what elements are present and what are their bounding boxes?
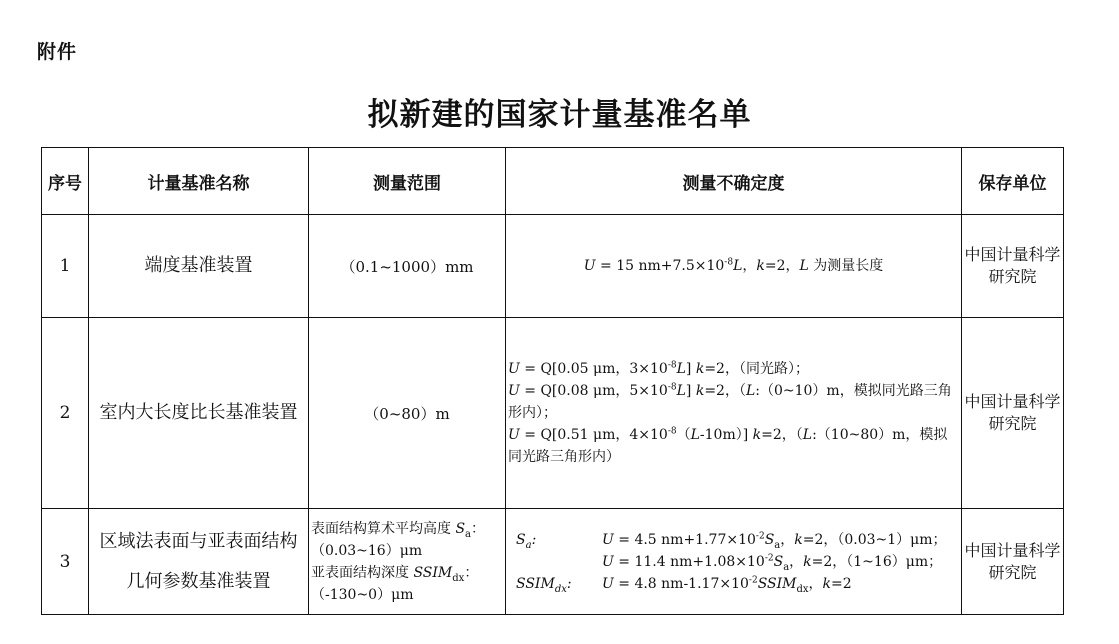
measurement-range	[309, 509, 506, 615]
header-uncertainty: 测量不确定度	[506, 148, 962, 215]
table-row	[42, 215, 1064, 318]
header-index: 序号	[42, 148, 89, 215]
range-line: （-130~0）μm	[311, 586, 414, 603]
standards-table	[41, 147, 1064, 615]
measurement-uncertainty	[506, 318, 962, 509]
table-row	[42, 318, 1064, 509]
custodian-unit: 中国计量科学研究院	[962, 318, 1064, 509]
uncertainty-line: U = 11.4 $nm+1.08\times 10^{-2}S_a$，k=2，（1~16）μm；	[602, 552, 943, 573]
annex-label: 附件	[37, 41, 78, 63]
standard-name: 端度基准装置	[89, 215, 309, 318]
range-line: （0.03~16）μm	[311, 542, 423, 559]
custodian-unit: 中国计量科学研究院	[962, 509, 1064, 615]
uncertainty-line: $SSIM_{dx}$: U = 4.8 $nm-1.17\times 10^{-2}SSIM_{dx}$，k=2	[516, 574, 852, 595]
table-row	[42, 509, 1064, 615]
header-unit: 保存单位	[962, 148, 1064, 215]
range-line: 亚表面结构深度 $SSIM_{dx}$：	[311, 564, 479, 584]
measurement-uncertainty: U = 15 $nm+7.5\times 10^{-8}L$，k=2，L 为测量长度	[506, 215, 962, 318]
measurement-range: （0~80）m	[309, 318, 506, 509]
row-index: 2	[42, 318, 89, 509]
header-range: 测量范围	[309, 148, 506, 215]
row-index: 1	[42, 215, 89, 318]
document-title: 拟新建的国家计量基准名单	[367, 97, 752, 133]
header-name: 计量基准名称	[89, 148, 309, 215]
range-line: 表面结构算术平均高度 $S_a$：	[311, 520, 486, 540]
standard-name: 区域法表面与亚表面结构几何参数基准装置	[89, 509, 309, 615]
custodian-unit: 中国计量科学研究院	[962, 215, 1064, 318]
uncertainty-line: U = Q[0.05 μm，$3\times 10^{-8}L$] k=2，（同光路）；	[508, 360, 809, 377]
uncertainty-line: $S_a$: U = 4.5 $nm+1.77\times 10^{-2}S_a$，k=2，（0.03~1）μm；	[516, 530, 947, 551]
uncertainty-line: U = Q[0.51 μm，$4\times 10^{-8}(L-10m)$] k=2，（L:（10~80）m，模拟同光路三角形内）	[508, 426, 948, 465]
row-index: 3	[42, 509, 89, 615]
uncertainty-line: U = Q[0.08 μm，$5\times 10^{-8}L$] k=2，（L:（0~10）m，模拟同光路三角形内）；	[508, 382, 952, 421]
table-header-row	[42, 148, 1064, 215]
measurement-range: （0.1~1000）mm	[309, 215, 506, 318]
standard-name: 室内大长度比长基准装置	[89, 318, 309, 509]
measurement-uncertainty	[506, 509, 962, 615]
